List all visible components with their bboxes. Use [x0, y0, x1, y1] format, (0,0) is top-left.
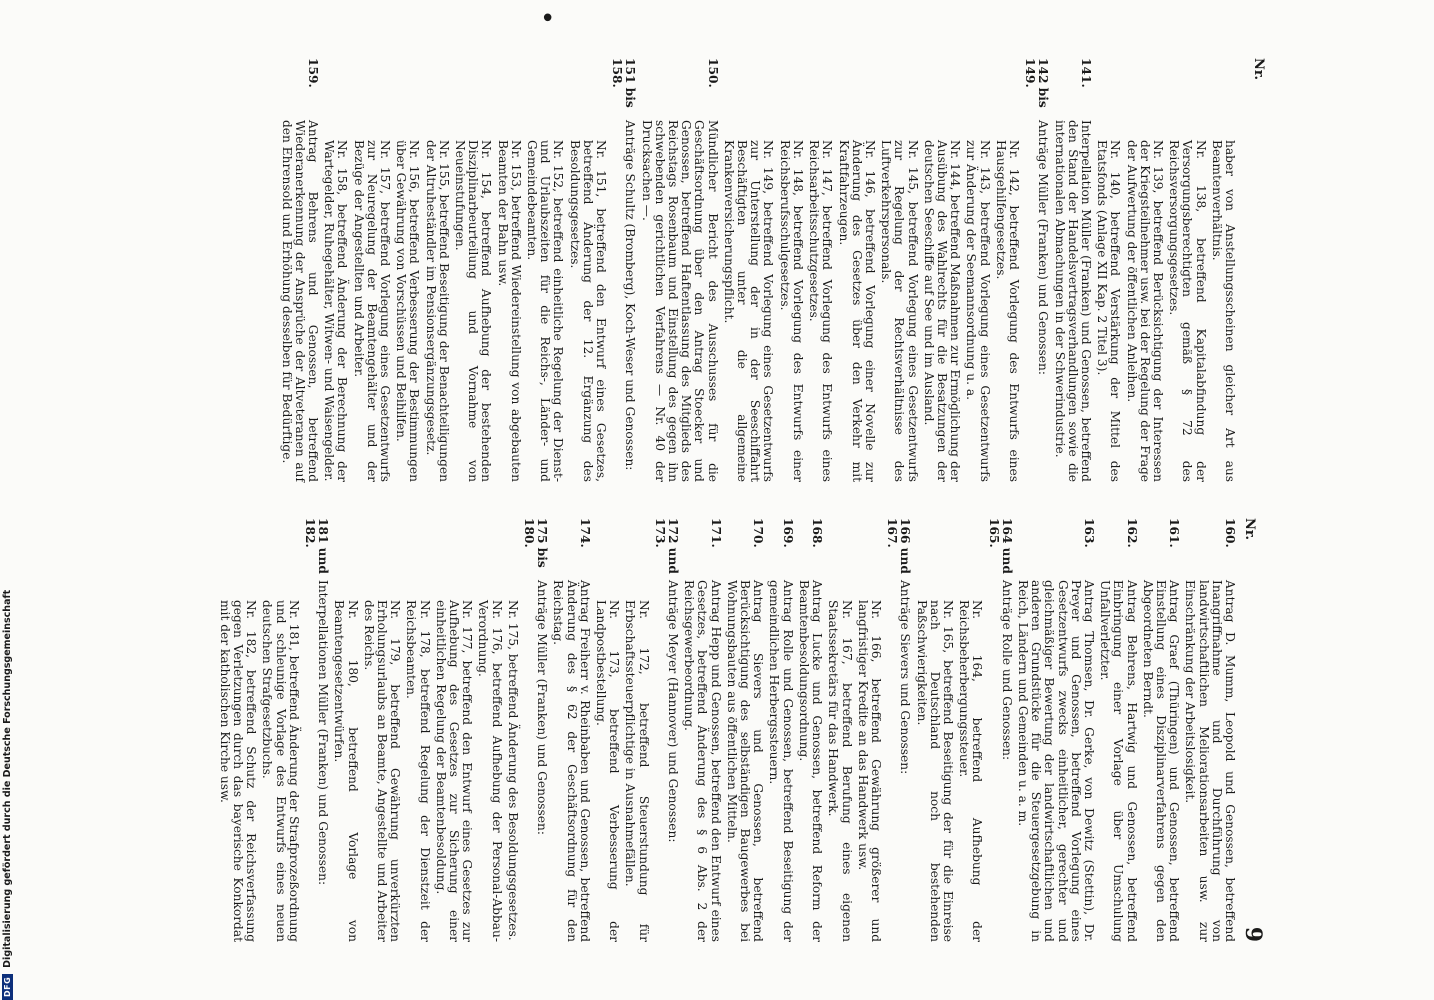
entry-text: Nr. 145, betreffend Vorlegung eines Gesetzentwurfs zur Regelung der Rechtsverhältnisse des Luftverkehrspersonals.	[879, 140, 920, 482]
left-column	[174, 58, 1266, 482]
entry-text: haber von Anstellungsscheinen gleicher Art aus Beamtenverhältnis.	[1209, 140, 1237, 482]
entry-text: Nr. 164, betreffend Aufhebung der Reichsbeherbergungssteuer.	[957, 600, 985, 942]
entry-text: Nr. 152, betreffend einheitliche Regelung der Dienst- und Urlaubszeiten für die Reichs-, Länder- und Gemeindebeamten.	[525, 140, 566, 482]
entry-text: Antrag D. Mumm, Leopold und Genossen, betreffend Inangriffnahme und Durchführung von landwirtschaftlichen Meliorationsarbeiten usw. zur Einschränkung der Arbeitslosigkeit.	[1183, 580, 1237, 942]
entry-text: Interpellationen Müller (Franken) und Genossen:	[316, 580, 331, 886]
entry-number	[423, 58, 449, 120]
agenda-entry	[434, 518, 474, 942]
entry-text: Nr. 177, betreffend den Entwurf eines Gesetzes zur Aufhebung des Gesetzes zur Sicherung einer einheitlichen Regelung der Beamtenbesoldung.	[433, 600, 475, 942]
agenda-entry	[423, 58, 449, 482]
agenda-entry	[279, 58, 319, 482]
left-header-nr: Nr.	[1251, 58, 1266, 81]
stray-dot-mark: •	[540, 4, 556, 34]
agenda-entry	[885, 518, 911, 942]
entry-number	[879, 58, 919, 120]
agenda-entry	[964, 58, 990, 482]
entry-number	[476, 518, 502, 580]
entry-text: Anträge Müller (Franken) und Genossen:	[535, 580, 550, 835]
entry-number: 162.	[1124, 518, 1139, 548]
agenda-entry	[476, 518, 502, 942]
agenda-entry	[1183, 518, 1236, 942]
entry-number	[778, 58, 804, 120]
entry-number: 163.	[1081, 518, 1096, 548]
entry-text: Antrag Lucke und Genossen, betreffend Reform der Beamtenbesoldungsordnung.	[796, 580, 825, 942]
agenda-entry	[807, 58, 833, 482]
entry-text: Nr. 156, betreffend Verbesserung der Bestimmungen über Gewährung von Vorschüssen und Beihilfen.	[394, 140, 422, 482]
right-column	[174, 518, 1266, 942]
agenda-entry	[522, 518, 548, 942]
entry-number: 164 und 165.	[986, 518, 1014, 574]
entry-number: 160.	[1223, 518, 1237, 548]
agenda-entry	[725, 518, 765, 942]
agenda-entry	[1167, 58, 1207, 482]
entry-text: Anträge Sievers und Genossen:	[898, 580, 913, 775]
entry-text: Nr. 142, betreffend Vorlegung des Entwurfs eines Hausgehilfengesetzes.	[993, 140, 1021, 482]
agenda-entry	[322, 58, 348, 482]
entry-number	[914, 518, 954, 580]
entry-text: Nr. 181, betreffend Änderung der Strafprozeßordnung und schleunige Vorlage des Entwurfs eines neuen deutschen Strafgesetzbuchs.	[260, 600, 301, 942]
entry-number	[826, 518, 852, 580]
agenda-entry	[404, 518, 430, 942]
rotated-document-page	[150, 20, 1290, 980]
entry-number	[525, 58, 565, 120]
digitization-footer	[0, 580, 14, 1000]
dfg-logo: DFG	[2, 974, 13, 1000]
agenda-entry	[1141, 518, 1181, 942]
agenda-entry	[506, 518, 519, 942]
entry-text: Nr. 144, betreffend Maßnahmen zur Ermöglichung der Ausübung des Wahlrechts für die Besatzungen der deutschen Seeschiffe auf See und im Ausland.	[921, 140, 963, 482]
entry-number	[1095, 58, 1121, 120]
page-number: 9	[1240, 926, 1266, 942]
entry-number	[394, 58, 420, 120]
entry-text: Nr. 172, betreffend Steuerstundung für Erbschaftssteuerpflichtige in Ausnahmefällen.	[623, 600, 651, 942]
entry-text: Nr. 138, betreffend Kapitalabfindung der Versorgungsberechtigten gemäß § 72 des Reichsversorgungsgesetzes.	[1167, 140, 1208, 482]
entry-text: Antrag Behrens und Genossen, betreffend Wiederanerkennung der Ansprüche der Altveteranen auf den Ehrensold und Erhöhung desselben für Bedürftige.	[279, 120, 320, 482]
entry-text: Interpellation Müller (Franken) und Genossen, betreffend den Stand der Handelsvertragsverhandlungen sowie die internationalen Abmachungen in der Schwerindustrie.	[1052, 120, 1093, 482]
entry-number	[722, 58, 775, 120]
entry-number	[260, 518, 300, 580]
agenda-entry	[994, 58, 1020, 482]
right-column-header	[1236, 518, 1266, 942]
agenda-entry	[1023, 58, 1049, 482]
entry-text: Anträge Rolle und Genossen:	[999, 580, 1014, 761]
entry-text: Nr. 179, betreffend Gewährung unverkürzten Erholungsurlaubs an Beamte, Angestellte und Arbeiter des Reichs.	[361, 600, 403, 942]
agenda-entry	[957, 518, 983, 942]
entry-number	[453, 58, 493, 120]
entry-number: 150.	[705, 58, 720, 88]
agenda-entry	[682, 518, 722, 942]
entry-number	[218, 518, 258, 580]
entry-number	[404, 518, 430, 580]
entry-number: 142 bis 149.	[1023, 58, 1051, 108]
entry-number	[957, 518, 983, 580]
entry-number	[495, 58, 521, 120]
agenda-entry	[623, 518, 649, 942]
entry-text: Nr. 158, betreffend Änderung der Berechnung der Wartegelder, Ruhegehälter, Witwen- und Waisengelder.	[322, 140, 350, 482]
entry-number: 171.	[708, 518, 723, 548]
agenda-entry	[836, 58, 876, 482]
entry-text: Nr. 151, betreffend den Entwurf eines Gesetzes, betreffend Änderung der 12. Ergänzung des Besoldungsgesetzes.	[567, 140, 609, 482]
entry-number: 181 und 182.	[303, 518, 331, 574]
entry-text: Nr. 175, betreffend Änderung des Besoldungsgesetzes.	[505, 600, 520, 941]
entry-number: 151 bis 158.	[610, 58, 638, 108]
entry-text: Anträge Müller (Franken) und Genossen:	[1036, 120, 1051, 375]
agenda-entry	[797, 518, 823, 942]
entry-number	[623, 518, 649, 580]
agenda-entry	[1095, 58, 1121, 482]
agenda-entry	[856, 518, 882, 942]
entry-text: Nr. 140, betreffend Verstärkung der Mittel des Etatsfonds (Anlage XII Kap. 2 Titel 3).	[1095, 140, 1123, 482]
entry-number: 161.	[1167, 518, 1182, 548]
entry-text: Nr. 154, betreffend Aufhebung der bestehenden Disziplinarbeurteilung und Vornahme von Neueinstufungen.	[453, 140, 494, 482]
agenda-entry	[610, 58, 636, 482]
entry-number	[594, 518, 620, 580]
entry-text: Nr. 178, betreffend Regelung der Dienstzeit der Reichsbeamten.	[404, 600, 432, 942]
agenda-entry	[826, 518, 852, 942]
entry-text: Nr. 157, betreffend Vorlegung eines Gesetzentwurfs zur Neuregelung der Beamtengehälter und der Bezüge der Angestellten und Arbeiter.	[351, 140, 393, 482]
entry-number	[1210, 58, 1236, 120]
agenda-entry	[639, 58, 718, 482]
entry-number: 159.	[306, 58, 320, 88]
agenda-entry	[653, 518, 679, 942]
agenda-entry	[1124, 58, 1164, 482]
agenda-entry	[922, 58, 962, 482]
entry-text: Antrag Graef (Thüringen) und Genossen, betreffend Einstellung eines Disziplinarverfahrens gegen den Abgeordneten Berndt.	[1140, 580, 1182, 942]
entry-number: 168.	[810, 518, 825, 548]
entry-text: Nr. 148, betreffend Vorlegung des Entwurfs einer Reichsberufsschulgesetzes.	[777, 140, 805, 482]
agenda-entry	[879, 58, 919, 482]
entry-number	[856, 518, 882, 580]
agenda-entry	[495, 58, 521, 482]
entry-number: 141.	[1078, 58, 1093, 88]
left-column-header	[1236, 58, 1266, 482]
entry-text: Nr. 153, betreffend Wiedereinstellung von abgebauten Beamten der Bahn usw.	[495, 140, 523, 482]
entry-number	[807, 58, 833, 120]
entry-text: Nr. 180, betreffend Vorlage von Beamtengesetzentwürfen.	[332, 600, 360, 942]
agenda-entry	[594, 518, 620, 942]
entry-number	[332, 518, 358, 580]
entry-number: 172 und 173.	[652, 518, 681, 574]
entry-number	[994, 58, 1020, 120]
agenda-entry	[986, 518, 1012, 942]
agenda-entry	[351, 58, 391, 482]
entry-number	[351, 58, 391, 120]
agenda-entry	[914, 518, 954, 942]
entry-number: 166 und 167.	[885, 518, 913, 574]
right-entries	[215, 518, 1236, 942]
entry-number	[1167, 58, 1207, 120]
agenda-entry	[218, 518, 258, 942]
entry-text: Anträge Meyer (Hannover) und Genossen:	[666, 580, 681, 843]
entry-number	[1124, 58, 1164, 120]
entry-text: Nr. 182, betreffend Schutz der Reichsverfassung gegen Verletzungen durch das bayerische Konkordat mit der katholischen Kirche usw.	[217, 600, 259, 942]
entry-number: 175 bis 180.	[522, 518, 550, 568]
entry-number	[506, 518, 519, 580]
entry-number	[922, 58, 962, 120]
entry-number	[567, 58, 607, 120]
entry-text: Nr. 176, betreffend Aufhebung der Personal-Abbau-Verordnung.	[476, 600, 504, 942]
agenda-entry	[551, 518, 591, 942]
agenda-entry	[722, 58, 775, 482]
entry-text: Antrag Thomsen, Dr. Gerke, von Dewitz (Stettin), Dr. Preyer und Genossen, betreffend Vorlegung eines Gesetzentwurfs zwecks einheitlicher, gerechter und gleichmäßiger Bewertung der landwirtschaftlichen und anderen Grundstücke für die Steuergesetzgebung in Reich, Ländern und Gemeinden u. a. m.	[1015, 580, 1096, 942]
agenda-entry	[567, 58, 607, 482]
agenda-entry	[362, 518, 402, 942]
entry-text: Nr. 167, betreffend Berufung eines eigenen Staatssekretärs für das Handwerk.	[826, 600, 854, 942]
entry-number	[362, 518, 402, 580]
agenda-entry	[394, 58, 420, 482]
entry-text: Antrag Sievers und Genossen, betreffend Berücksichtigung des selbständigen Baugewerbes bei Wohnungsbauten aus öffentlichen Mitteln.	[724, 580, 766, 942]
entry-text: Nr. 143, betreffend Vorlegung eines Gesetzentwurfs zur Änderung der Seemannsordnung u. a.	[964, 140, 992, 482]
entry-text: Antrag Rolle und Genossen, betreffend Beseitigung der gemeindlichen Herbergssteuern.	[767, 580, 795, 942]
entry-number	[836, 58, 876, 120]
entry-text: Nr. 147, betreffend Vorlegung des Entwurfs eines Reichsarbeitsschutzgesetzes.	[807, 140, 835, 482]
agenda-entry	[778, 58, 804, 482]
agenda-entry	[303, 518, 329, 942]
agenda-entry	[260, 518, 300, 942]
entry-text: Antrag Freiherr v. Rheinbaben und Genossen, betreffend Änderung des § 62 der Geschäftsordnung für den Reichstag.	[551, 580, 592, 942]
entry-text: Nr. 139, betreffend Berücksichtigung der Interessen der Kriegsteilnehmer usw. bei der Regelung der Frage der Aufwertung der öffentlichen Anleihen.	[1124, 140, 1165, 482]
footer-credit-text: Digitalisierung gefördert durch die Deutsche Forschungsgemeinschaft	[1, 589, 13, 968]
entry-text: Antrag Behrens, Hartwig und Genossen, betreffend Einbringung einer Vorlage über Umschulung Unfallverletzter.	[1098, 580, 1139, 942]
left-entries	[276, 58, 1236, 482]
entry-number	[322, 58, 348, 120]
entry-text: Nr. 166, betreffend Gewährung größerer und langfristiger Kredite an das Handwerk usw.	[855, 600, 883, 942]
agenda-entry	[1098, 518, 1138, 942]
entry-text: Nr. 155, betreffend Beseitigung der Benachteiligungen der Altruheständler im Pensionsergänzungsgesetz.	[423, 140, 451, 482]
entry-number	[434, 518, 474, 580]
agenda-entry	[1052, 58, 1092, 482]
entry-text: Nr. 146, betreffend Vorlegung einer Novelle zur Änderung des Gesetzes über den Verkehr mit Kraftfahrzeugen.	[836, 140, 877, 482]
agenda-entry	[1210, 58, 1236, 482]
entry-text: Nr. 173, betreffend Verbesserung der Landpostbestellung.	[594, 600, 622, 942]
entry-text: Nr. 149, betreffend Vorlegung eines Gesetzentwurfs zur Unterstellung der in der Seeschiffahrt Beschäftigten unter die allgemeine Krankenversicherungspflicht.	[721, 140, 776, 482]
right-header-nr: Nr.	[1242, 518, 1257, 541]
entry-number: 169.	[780, 518, 795, 548]
entry-number: 174.	[577, 518, 592, 548]
agenda-entry	[1016, 518, 1095, 942]
entry-text: Nr. 165, betreffend Beseitigung der für die Einreise nach Deutschland noch bestehenden Paßschwierigkeiten.	[914, 600, 955, 942]
agenda-entry	[767, 518, 793, 942]
agenda-entry	[332, 518, 358, 942]
agenda-entry	[453, 58, 493, 482]
entry-text: Anträge Schultz (Bromberg), Koch-Weser und Genossen:	[623, 120, 638, 471]
entry-text: Antrag Hepp und Genossen, betreffend den Entwurf eines Gesetzes, betreffend Änderung des § 6 Abs. 2 der Reichsgewerbeordnung.	[682, 580, 723, 942]
agenda-entry	[525, 58, 565, 482]
entry-number	[964, 58, 990, 120]
entry-text: Mündlicher Bericht des Ausschusses für die Geschäftsordnung über den Antrag Stoecker und Genossen, betreffend Haftentlassung des Mitglieds des Reichstags Rosenbaum und Einstellung des gegen ihn schwebenden gerichtlichen Verfahrens — Nr. 40 der Drucksachen —.	[639, 120, 720, 482]
entry-number: 170.	[751, 518, 766, 548]
